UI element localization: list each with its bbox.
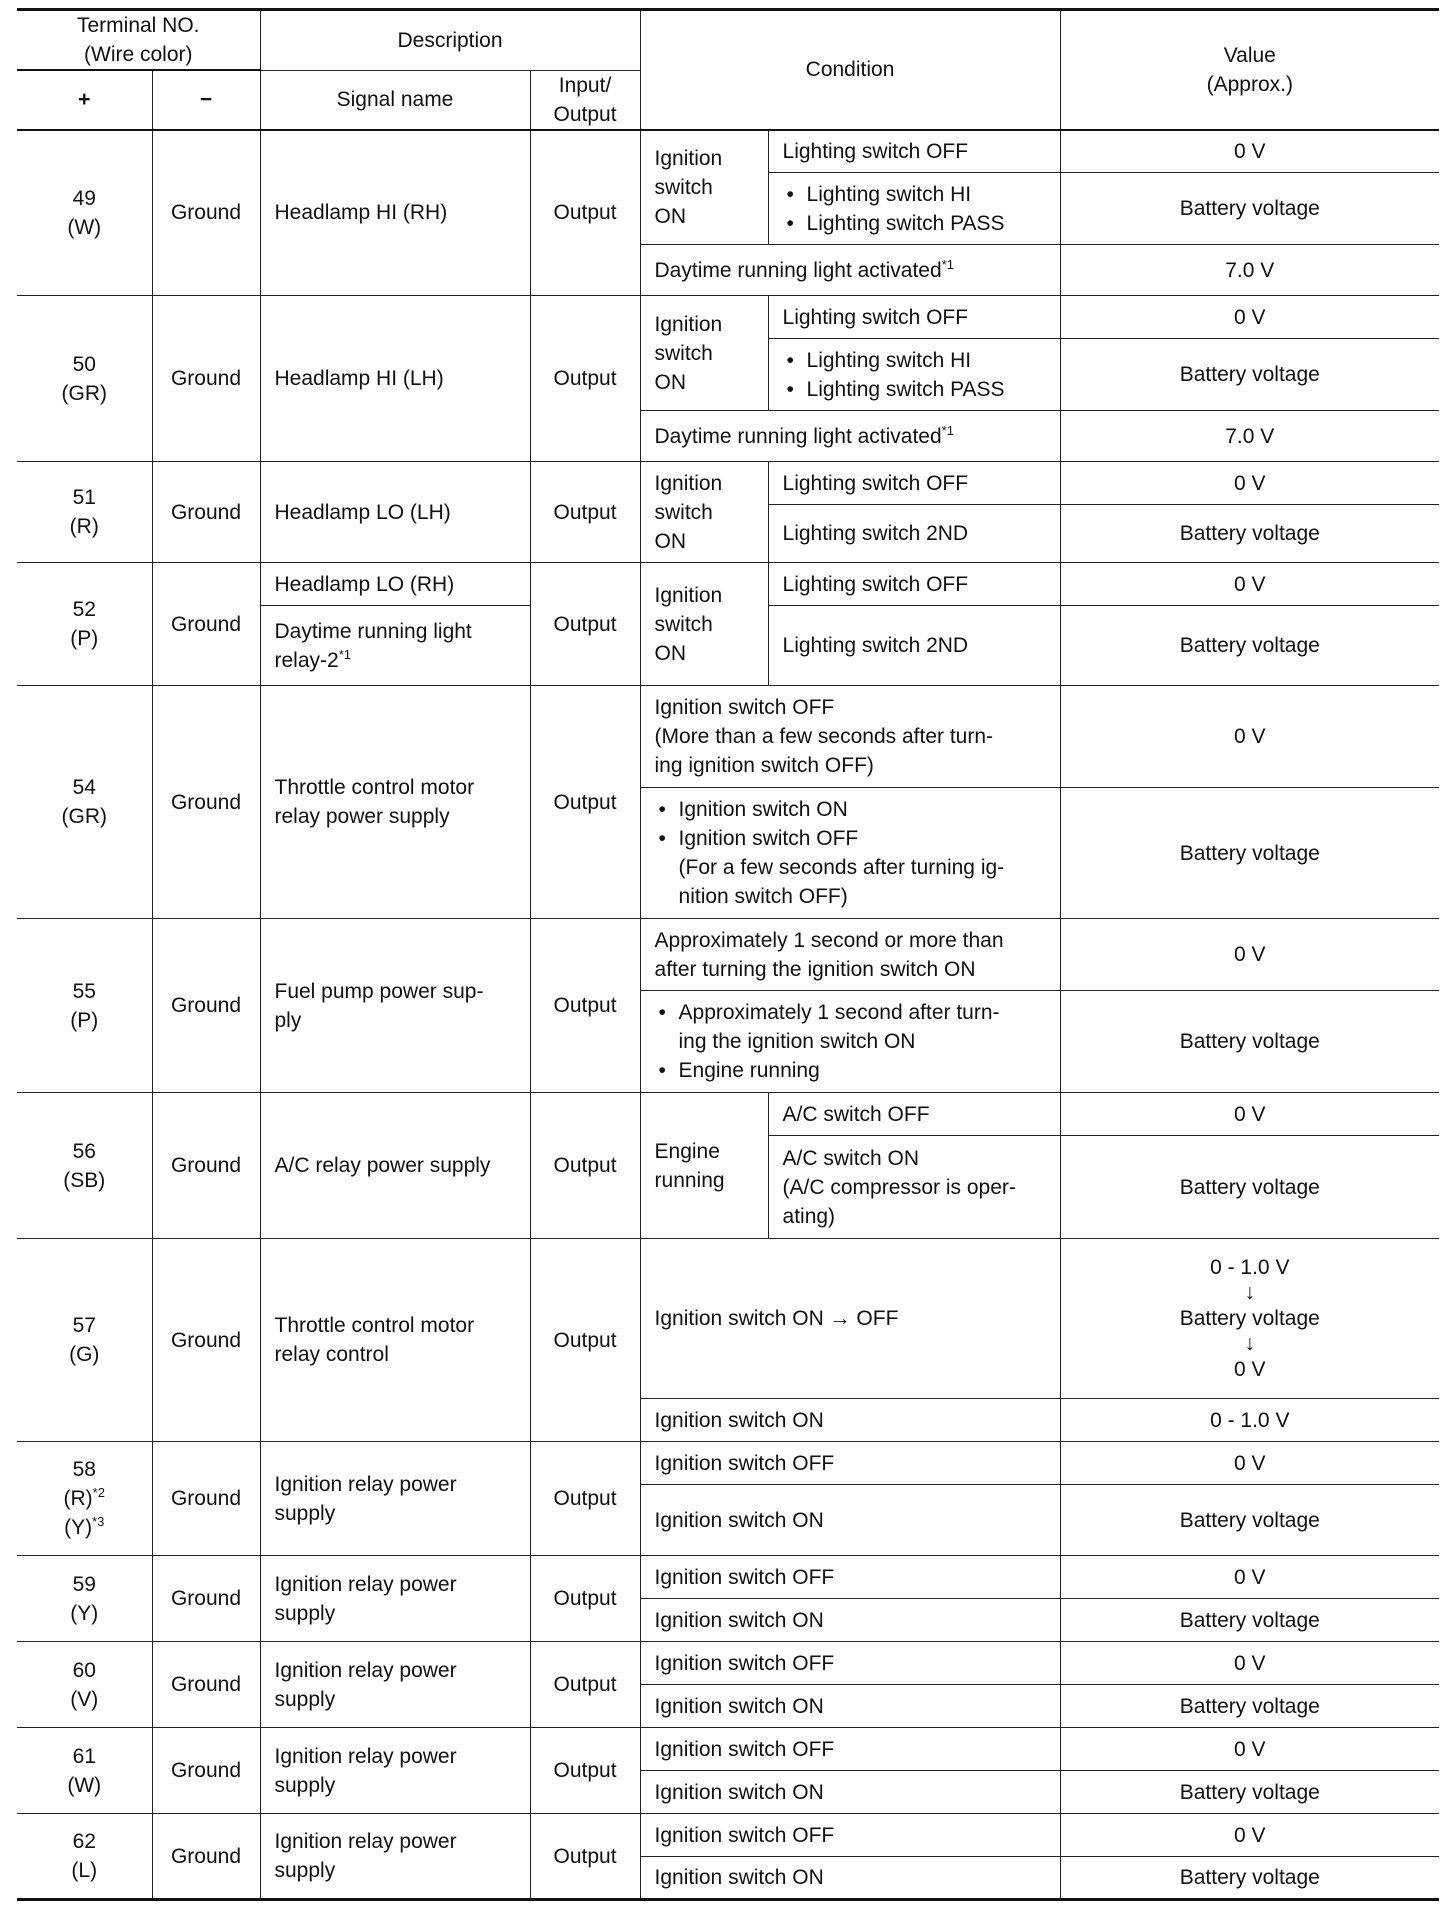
signal-line: Ignition relay power [274,1744,457,1768]
bullet-item: • Lighting switch HI [783,346,1052,375]
arrow-down-icon: ↓ [1244,1281,1256,1304]
condition-cell: Ignition switch ON → OFF [640,1239,1060,1399]
bullet-item: • Engine running [655,1056,1052,1085]
value-cell: Battery voltage [1060,1599,1439,1642]
terminal-number: 49 [72,186,96,210]
signal-line: Ignition relay power [274,1472,457,1496]
condition-cell: Ignition switch OFF [640,1556,1060,1599]
bullet-item: • Lighting switch HI [783,180,1052,209]
signal-line: supply [274,1601,336,1625]
signal-line: supply [274,1773,336,1797]
cond-text: ON [654,370,687,394]
table-row [17,130,1439,173]
terminal-spec-table [17,8,1439,1901]
footnote-ref: *1 [941,422,954,438]
condition-cell [768,1136,1060,1239]
signal-line: supply [274,1859,336,1882]
cond-text: A/C switch ON [782,1146,920,1170]
signal-name [260,1556,530,1642]
header-signal-name: Signal name [260,70,530,130]
io-cell: Output [530,130,640,296]
signal-name: A/C relay power supply [260,1093,530,1239]
ignition-on-group [640,462,768,563]
wire-color: (Y) [64,1516,93,1539]
signal-name [260,919,530,1093]
terminal-number: 62 [72,1830,96,1853]
signal-name [260,606,530,686]
terminal-number: 60 [72,1658,96,1682]
wire-color: (R) [69,515,99,538]
condition-cell: Ignition switch OFF [640,1642,1060,1685]
wire-color: (V) [70,1687,99,1711]
cond-text: ON [654,641,687,665]
bullet-item: • Lighting switch PASS [783,209,1052,238]
value-cell: Battery voltage [1060,505,1439,563]
condition-cell: Ignition switch OFF [640,1442,1060,1485]
condition-cell [640,245,1060,296]
condition-cell: Ignition switch ON [640,1599,1060,1642]
condition-cell: Ignition switch ON [640,1685,1060,1728]
cond-text: Ignition [654,583,723,607]
value-cell: Battery voltage [1060,1136,1439,1239]
terminal-cell [17,686,152,919]
footnote-ref: *1 [338,646,351,662]
cond-text: • Approximately 1 second after turn- [678,1001,1000,1024]
terminal-cell [17,1814,152,1900]
wire-color: (P) [70,1008,99,1032]
table-row [17,919,1439,991]
value-cell: Battery voltage [1060,339,1439,411]
cond-text: switch [654,175,713,199]
cond-text: switch [654,612,713,636]
cond-text: ing the ignition switch ON [678,1030,916,1053]
value-cell: 7.0 V [1060,411,1439,462]
table-row [17,686,1439,788]
wire-color: (GR) [61,805,107,828]
cond-text: switch [654,341,713,365]
wire-color: (P) [70,627,99,650]
value-cell: 0 V [1060,130,1439,173]
signal-line: Throttle control motor [274,776,475,799]
ground-cell: Ground [152,462,260,563]
condition-cell: Ignition switch OFF [640,1728,1060,1771]
cond-text: running [654,1168,725,1192]
ignition-on-group [640,130,768,245]
terminal-cell [17,1239,152,1442]
wire-color: (Y) [70,1601,99,1625]
ground-cell: Ground [152,1728,260,1814]
terminal-number: 51 [72,486,96,509]
table-row [17,1556,1439,1599]
terminal-cell [17,919,152,1093]
ground-cell: Ground [152,130,260,296]
io-cell: Output [530,563,640,686]
terminal-number: 54 [72,776,96,799]
engine-running-group [640,1093,768,1239]
cond-text: after turning the ignition switch ON [654,957,976,981]
table-row [17,296,1439,339]
cond-text: Approximately 1 second or more than [654,928,1004,952]
ground-cell: Ground [152,1556,260,1642]
ground-cell: Ground [152,1642,260,1728]
wire-color: (R) [63,1487,93,1510]
value-cell: 0 V [1060,1442,1439,1485]
value-cell: Battery voltage [1060,1771,1439,1814]
cond-text: (A/C compressor is oper- [782,1175,1016,1199]
signal-line: supply [274,1501,336,1525]
io-cell: Output [530,919,640,1093]
value-text: Battery voltage [1179,1307,1320,1330]
condition-cell [640,686,1060,788]
header-value-label: Value [1223,43,1276,67]
wire-color: (W) [67,215,102,239]
header-io-line1: Input/ [558,73,612,97]
cond-text: ing ignition switch OFF) [654,754,874,777]
bullet-item: • Lighting switch PASS [783,375,1052,404]
header-wire-color-label: (Wire color) [84,43,193,66]
signal-line: Ignition relay power [274,1830,457,1853]
table-row [17,1239,1439,1399]
value-cell: Battery voltage [1060,1685,1439,1728]
condition-cell [768,339,1060,411]
io-cell: Output [530,1728,640,1814]
value-cell: 0 V [1060,1556,1439,1599]
signal-line: relay-2 [274,648,339,672]
cond-text: Ignition [654,471,723,495]
io-cell: Output [530,296,640,462]
condition-cell [640,788,1060,919]
signal-line: Daytime running light [274,619,472,643]
wire-color: (SB) [63,1168,106,1192]
bullet-item: • Ignition switch ON [655,795,1052,824]
signal-name [260,1442,530,1556]
wire-color: (W) [67,1773,102,1797]
signal-line: Ignition relay power [274,1658,457,1682]
signal-name: Headlamp HI (RH) [260,130,530,296]
value-cell: Battery voltage [1060,991,1439,1093]
cond-text: switch [654,500,713,524]
value-cell: Battery voltage [1060,173,1439,245]
condition-cell: Ignition switch ON [640,1485,1060,1556]
terminal-cell [17,1642,152,1728]
signal-line: relay control [274,1343,389,1366]
condition-cell [640,991,1060,1093]
cond-text: ON [654,529,687,553]
condition-cell: Lighting switch 2ND [768,505,1060,563]
condition-cell: Lighting switch OFF [768,296,1060,339]
condition-cell: Ignition switch ON [640,1771,1060,1814]
io-cell: Output [530,1093,640,1239]
condition-cell [640,411,1060,462]
condition-cell: Ignition switch ON [640,1857,1060,1900]
bullet-item [655,998,1052,1056]
signal-name [260,1642,530,1728]
condition-cell: Ignition switch OFF [640,1814,1060,1857]
wire-color: (G) [69,1343,100,1366]
signal-name [260,686,530,919]
ground-cell: Ground [152,1442,260,1556]
table-row [17,1814,1439,1857]
terminal-spec-table-wrapper [17,8,1439,1901]
footnote-ref: *3 [92,1514,105,1529]
value-cell: 7.0 V [1060,245,1439,296]
io-cell: Output [530,462,640,563]
value-cell: 0 V [1060,1814,1439,1857]
condition-cell: Lighting switch OFF [768,130,1060,173]
cond-text: Ignition switch OFF [654,696,835,719]
cond-text: (More than a few seconds after turn- [654,725,994,748]
terminal-number: 50 [72,352,96,376]
value-cell: Battery voltage [1060,606,1439,686]
value-cell: 0 V [1060,1093,1439,1136]
io-cell: Output [530,1642,640,1728]
cond-text: Ignition [654,312,723,336]
condition-cell: Ignition switch ON [640,1399,1060,1442]
value-cell: 0 V [1060,462,1439,505]
terminal-number: 52 [72,598,96,621]
header-terminal-label: Terminal NO. [76,14,200,37]
ground-cell: Ground [152,1239,260,1442]
header-value [1060,10,1439,130]
header-condition: Condition [640,10,1060,130]
terminal-cell [17,296,152,462]
ignition-on-group [640,296,768,411]
cond-text: (For a few seconds after turning ig- [678,856,1005,879]
header-io-line2: Output [553,102,617,126]
terminal-cell [17,563,152,686]
wire-color: (L) [71,1859,98,1882]
terminal-number: 55 [72,979,96,1003]
signal-name [260,1814,530,1900]
value-cell: 0 V [1060,919,1439,991]
terminal-cell [17,1728,152,1814]
condition-cell: Lighting switch OFF [768,563,1060,606]
table-row [17,563,1439,606]
value-cell: 0 V [1060,1642,1439,1685]
header-io [530,70,640,130]
cond-text: nition switch OFF) [678,885,848,908]
ground-cell: Ground [152,296,260,462]
table-row [17,1093,1439,1136]
value-cell: 0 V [1060,1728,1439,1771]
wire-color: (GR) [61,381,107,405]
signal-line: supply [274,1687,336,1711]
condition-cell [640,919,1060,991]
signal-name [260,1728,530,1814]
io-cell: Output [530,1556,640,1642]
signal-line: Fuel pump power sup- [274,979,484,1003]
ground-cell: Ground [152,1814,260,1900]
footnote-ref: *2 [92,1485,105,1500]
signal-name: Headlamp HI (LH) [260,296,530,462]
cond-text: ON [654,204,687,228]
terminal-cell [17,1556,152,1642]
header-minus: − [152,70,260,130]
terminal-cell [17,462,152,563]
value-cell: 0 V [1060,296,1439,339]
value-cell: 0 V [1060,686,1439,788]
terminal-number: 59 [72,1572,96,1596]
value-cell [1060,1239,1439,1399]
value-text: 0 - 1.0 V [1210,1256,1290,1279]
table-row [17,1442,1439,1485]
terminal-number: 56 [72,1139,96,1163]
value-cell: Battery voltage [1060,1857,1439,1900]
signal-name [260,1239,530,1442]
io-cell: Output [530,1814,640,1900]
cond-text: Daytime running light activated [654,424,942,448]
condition-cell [768,173,1060,245]
ground-cell: Ground [152,686,260,919]
terminal-number: 58 [72,1458,96,1481]
ground-cell: Ground [152,563,260,686]
header-description: Description [260,10,640,71]
terminal-number: 61 [72,1744,96,1768]
footnote-ref: *1 [941,256,954,272]
header-plus: + [17,70,152,130]
value-cell: Battery voltage [1060,788,1439,919]
condition-cell: Lighting switch OFF [768,462,1060,505]
io-cell: Output [530,1442,640,1556]
ground-cell: Ground [152,1093,260,1239]
table-row [17,1728,1439,1771]
cond-text: Engine [654,1139,720,1163]
value-cell: 0 V [1060,563,1439,606]
signal-name: Headlamp LO (LH) [260,462,530,563]
signal-line: Ignition relay power [274,1572,457,1596]
cond-text: ating) [782,1204,836,1228]
cond-text: Daytime running light activated [654,258,942,282]
condition-cell: Lighting switch 2ND [768,606,1060,686]
io-cell: Output [530,686,640,919]
condition-cell: A/C switch OFF [768,1093,1060,1136]
value-text: 0 V [1234,1358,1266,1381]
signal-name: Headlamp LO (RH) [260,563,530,606]
value-cell: 0 - 1.0 V [1060,1399,1439,1442]
signal-line: ply [274,1008,302,1032]
terminal-cell [17,130,152,296]
header-value-approx: (Approx.) [1206,72,1293,96]
value-cell: Battery voltage [1060,1485,1439,1556]
terminal-number: 57 [72,1314,96,1337]
cond-text: • Ignition switch OFF [678,827,859,850]
ground-cell: Ground [152,919,260,1093]
table-row [17,1642,1439,1685]
cond-text: Ignition [654,146,723,170]
io-cell: Output [530,1239,640,1442]
terminal-cell [17,1442,152,1556]
table-row [17,462,1439,505]
bullet-item [655,824,1052,911]
terminal-cell [17,1093,152,1239]
signal-line: relay power supply [274,805,450,828]
header-terminal [17,10,260,71]
ignition-on-group [640,563,768,686]
signal-line: Throttle control motor [274,1314,475,1337]
arrow-down-icon: ↓ [1244,1332,1256,1355]
